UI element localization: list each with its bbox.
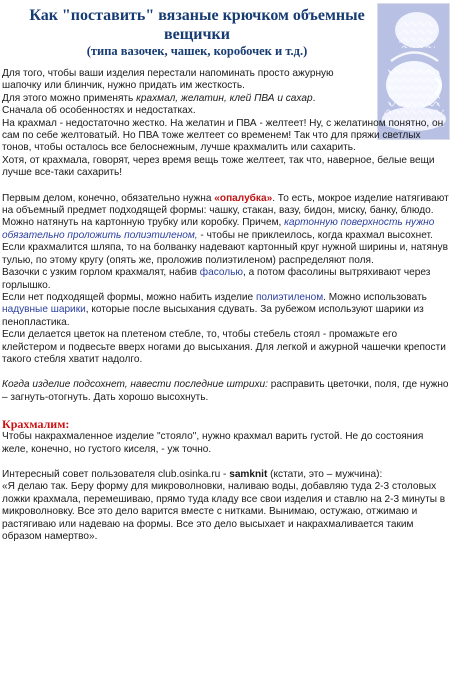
formwork-term: «опалубка» <box>214 192 273 204</box>
paragraph-7-prefix: Можно натянуть на картонную трубку или коробку. Причем, <box>2 217 285 229</box>
paragraph-1: Для того, чтобы ваши изделия перестали напоминать просто ажурную шапочку или блинчик, нужно придать им жесткость. <box>2 68 334 92</box>
paragraph-9 <box>2 267 450 292</box>
spacer-4 <box>2 456 450 469</box>
paragraph-12 <box>2 379 450 404</box>
paragraph-9-prefix: Вазочки с узким горлом крахмалят, набив <box>2 267 200 279</box>
paragraph-7-suffix: - чтобы не приклеилось, когда крахмал высохнет. <box>197 229 433 241</box>
paragraph-6-prefix: Первым делом, конечно, обязательно нужна <box>2 192 215 204</box>
paragraph-15: «Я делаю так. Беру форму для микроволновки, наливаю воды, добавляю туда 2-3 столовых ложки крахмала, перемешиваю, прямо туда кладу все свои изделия и ставлю на 2-3 минуты в микроволновку. Все это дело варится вместе с нитками. Вынимаю, остужаю, отжимаю и растягиваю или надеваю на формы. Все это дело высыхает и накрахмаливается таким образом намертво». <box>2 481 446 542</box>
paragraph-13: Чтобы накрахмаленное изделие "стояло", нужно крахмал варить густой. Не до состояния желе, конечно, но густого киселя, - уж точно. <box>2 431 424 455</box>
paragraph-2-prefix: Для этого можно применять <box>2 92 137 104</box>
paragraph-10-prefix: Если нет подходящей формы, можно набить изделие <box>2 291 256 303</box>
balloons-term: надувные шарики <box>2 304 86 316</box>
paragraph-6-suffix: . То есть, мокрое изделие натягивают на объемный предмет подходящей формы: чашку, стакан, вазу, бидон, миску, банку, блюдо. <box>2 192 449 217</box>
paragraph-12-suffix: расправить цветочки, поля, где нужно – загнуть-отогнуть. Дать хорошо высохнуть. <box>2 379 449 403</box>
finishing-note: Когда изделие подсохнет, навести последние штрихи: <box>2 379 268 391</box>
paragraph-6 <box>2 193 450 218</box>
page-title: Как "поставить" вязаные крючком объемные вещички <box>29 7 365 43</box>
paragraph-4: На крахмал - недостаточно жестко. На желатин и ПВА - желтеет! Ну, с желатином понятно, он сам по себе желтоватый. Но ПВА тоже желтеет со временем! Так что для пряжи светлых тонов, чтобы осталось все белоснежным, лучше крахмалить или сахарить. <box>2 117 444 154</box>
polyethylene-term: полиэтиленом <box>255 291 324 303</box>
paragraph-3: Сначала об особенностях и недостатках. <box>2 105 196 117</box>
paragraph-2 <box>2 93 357 105</box>
spacer-3 <box>2 404 450 417</box>
header <box>0 0 452 78</box>
username: samknit <box>229 468 268 480</box>
paragraph-2-suffix: . <box>312 92 316 104</box>
paragraph-5: Хотя, от крахмала, говорят, через время вещь тоже желтеет, так что, наверное, белые вещи лучше все-таки сахарить! <box>2 154 435 179</box>
paragraph-14-suffix: (кстати, это – мужчина): <box>267 468 383 480</box>
paragraph-10-suffix: , которые после высыхания сдувать. За рубежом используют шарики из пенопластика. <box>2 304 424 328</box>
beans-term: фасолью <box>199 267 243 279</box>
spacer-1 <box>2 180 450 193</box>
cardboard-tip: картонную поверхность нужно обязательно проложить полиэтиленом, <box>2 217 435 241</box>
spacer-2 <box>2 366 450 379</box>
paragraph-10 <box>2 292 450 329</box>
paragraph-10-middle: . Можно использовать <box>323 291 427 303</box>
paragraph-11: Если делается цветок на плетеном стебле, то, чтобы стебель стоял - промажьте его клейстером и подвесьте вверх ногами до высыхания. Для легкой и ажурной чашечки крепости такого стебля хватит надолго. <box>2 329 446 365</box>
materials-list: крахмал, желатин, клей ПВА и сахар <box>136 92 313 104</box>
paragraph-14-prefix: Интересный совет пользователя club.osinka.ru - <box>2 468 230 480</box>
section-title-starch: Крахмалим: <box>2 417 70 432</box>
page-subtitle: (типа вазочек, чашек, коробочек и т.д.) <box>86 44 308 58</box>
paragraph-8: Если крахмалится шляпа, то на болванку надевают картонный круг нужной ширины и, натянув тулью, по этому кругу (опять же, проложив полиэтиленом) распределяют поля. <box>2 242 448 266</box>
paragraph-9-suffix: , а потом фасолины вытряхивают через горлышко. <box>2 267 431 291</box>
paragraph-14 <box>2 469 450 481</box>
paragraph-7 <box>2 217 450 242</box>
article-body <box>2 68 450 543</box>
